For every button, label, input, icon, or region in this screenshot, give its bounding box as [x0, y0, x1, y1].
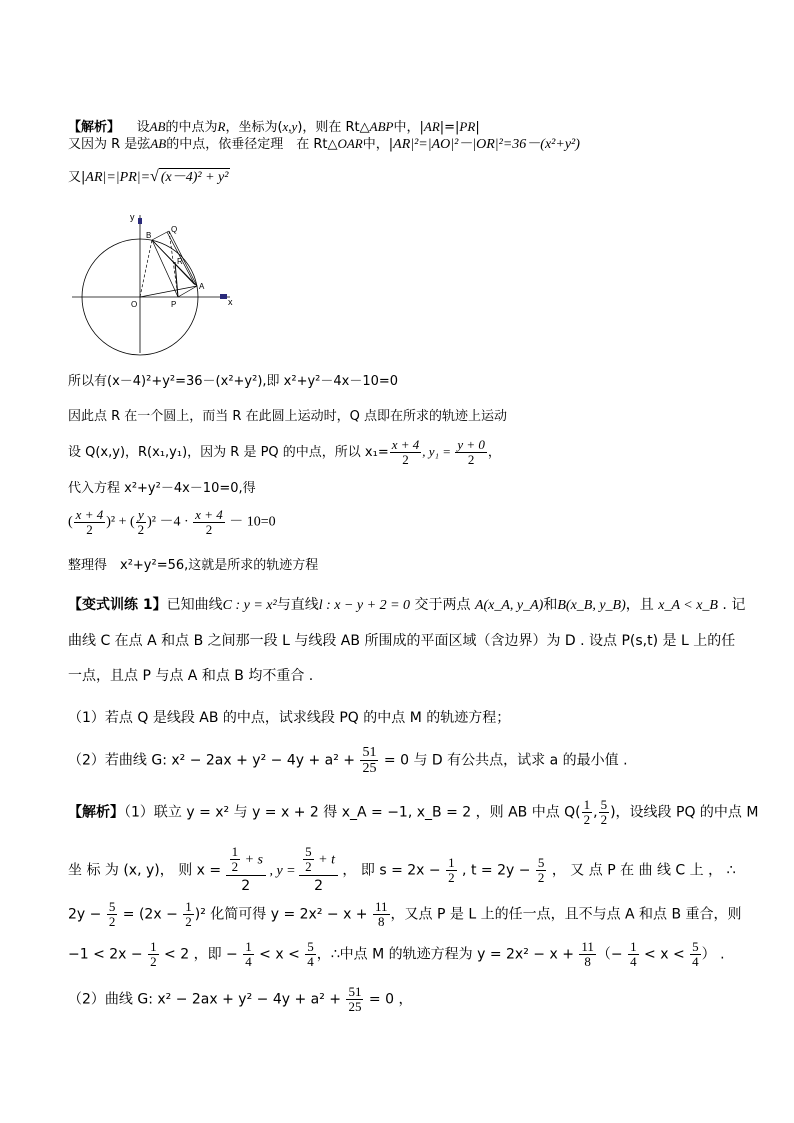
label-y: y [130, 212, 135, 222]
label-A: A [199, 282, 205, 291]
exercise-1-question-1: （1）若点 Q 是线段 AB 的中点，试求线段 PQ 的中点 M 的轨迹方程； [68, 710, 511, 726]
exercise-tag: 【变式训练 1】 [68, 597, 167, 613]
label-P: P [171, 300, 177, 309]
solution-2-line-3: 2y − $\frac{5}{2}$ = (2x − $\frac{1}{2}$ )² 化简可得 y = 2x² − x + $\frac{11}{8}$ ，又点 P 是 L 上的任一点，且不与点 A 和点 B 重合，则 [68, 899, 742, 929]
label-Q: Q [171, 225, 178, 234]
solution-1-line-6: 设 Q(x,y)，R(x₁,y₁)，因为 R 是 PQ 的中点，所以 x₁= $\frac{x + 4}{2}$ , y₁ = $\frac{y + 0}{2}$ ， [68, 437, 501, 467]
solution-2-line-4: −1 < 2x − $\frac{1}{2}$ < 2 ，即 − $\frac{1}{4}$ < x < $\frac{5}{4}$ ，∴中点 M 的轨迹方程为 y = 2x² − x + $\frac{11}{8}$ （− $\frac{1}{4}$ < x < $\frac{5}{4}$ ） . [68, 939, 725, 969]
solution-2-line-2: 坐 标 为 (x, y)， 则 x = $\frac{1}{2}$ + s 2 , y = $\frac{5}{2}$ + t 2 ， 即 s = 2x − $\frac{1}{2}$ , t = 2y − $\frac{5}{2}$ ， 又 点 P 在 曲 线 C 上 ， ∴ [68, 844, 736, 894]
solution-2-line-1: 【解析】（1）联立 y = x² 与 y = x + 2 得 x_A = −1, x_B = 2 ，则 AB 中点 Q( $\frac{1}{2}$ , $\frac{5}{2}$ )，设线段 PQ 的中点 M [68, 797, 759, 827]
solution-1-line-1: 【解析】 设AB的中点为R，坐标为(x,y)，则在 Rt△ABP中，|AR|=|PR| [68, 119, 480, 135]
solution-1-line-4: 所以有(x－4)²+y²=36－(x²+y²),即 x²+y²－4x－10=0 [68, 374, 399, 389]
solution-1-line-2: 又因为 R 是弦AB的中点，依垂径定理 在 Rt△OAR中，|AR|²=|AO|²－|OR|²=36－(x²+y²) [68, 136, 580, 152]
y-axis-arrow-icon [138, 218, 142, 224]
solution-1-line-5: 因此点 R 在一个圆上，而当 R 在此圆上运动时，Q 点即在所求的轨迹上运动 [68, 409, 507, 424]
solution-1-line-8: ( $\frac{x + 4}{2}$ )² + ( $\frac{y}{2}$ )² －4 · $\frac{x + 4}{2}$ － 10=0 [68, 507, 276, 537]
label-O: O [131, 300, 138, 309]
label-x: x [228, 297, 233, 307]
label-R: R [177, 257, 183, 266]
geometry-diagram [60, 200, 250, 360]
solution-1-line-7: 代入方程 x²+y²－4x－10=0,得 [68, 481, 256, 496]
solution-1-line-9: 整理得 x²+y²=56,这就是所求的轨迹方程 [68, 558, 319, 573]
exercise-1-line-1: 【变式训练 1】已知曲线C : y = x²与直线l : x − y + 2 = 0 交于两点 A(x_A, y_A)和B(x_B, y_B)，且 x_A < x_B . 记 [68, 597, 746, 613]
analysis-tag: 【解析】 [68, 120, 121, 135]
solution-2-line-5: （2）曲线 G: x² − 2ax + y² − 4y + a² + $\frac{51}{25}$ = 0 ， [68, 984, 413, 1014]
exercise-1-line-3: 一点，且点 P 与点 A 和点 B 均不重合 . [68, 668, 314, 684]
exercise-1-line-2: 曲线 C 在点 A 和点 B 之间那一段 L 与线段 AB 所围成的平面区域（含边界）为 D . 设点 P(s,t) 是 L 上的任 [68, 633, 736, 649]
sqrt-expression: (x－4)² + y² [160, 170, 229, 185]
solution-1-line-3: 又|AR|=|PR|=√ (x－4)² + y² [68, 168, 229, 185]
x-axis-arrow-icon [220, 294, 227, 299]
label-B: B [146, 231, 152, 240]
exercise-1-question-2: （2）若曲线 G: x² − 2ax + y² − 4y + a² + $\frac{51}{25}$ = 0 与 D 有公共点，试求 a 的最小值 . [68, 745, 628, 776]
